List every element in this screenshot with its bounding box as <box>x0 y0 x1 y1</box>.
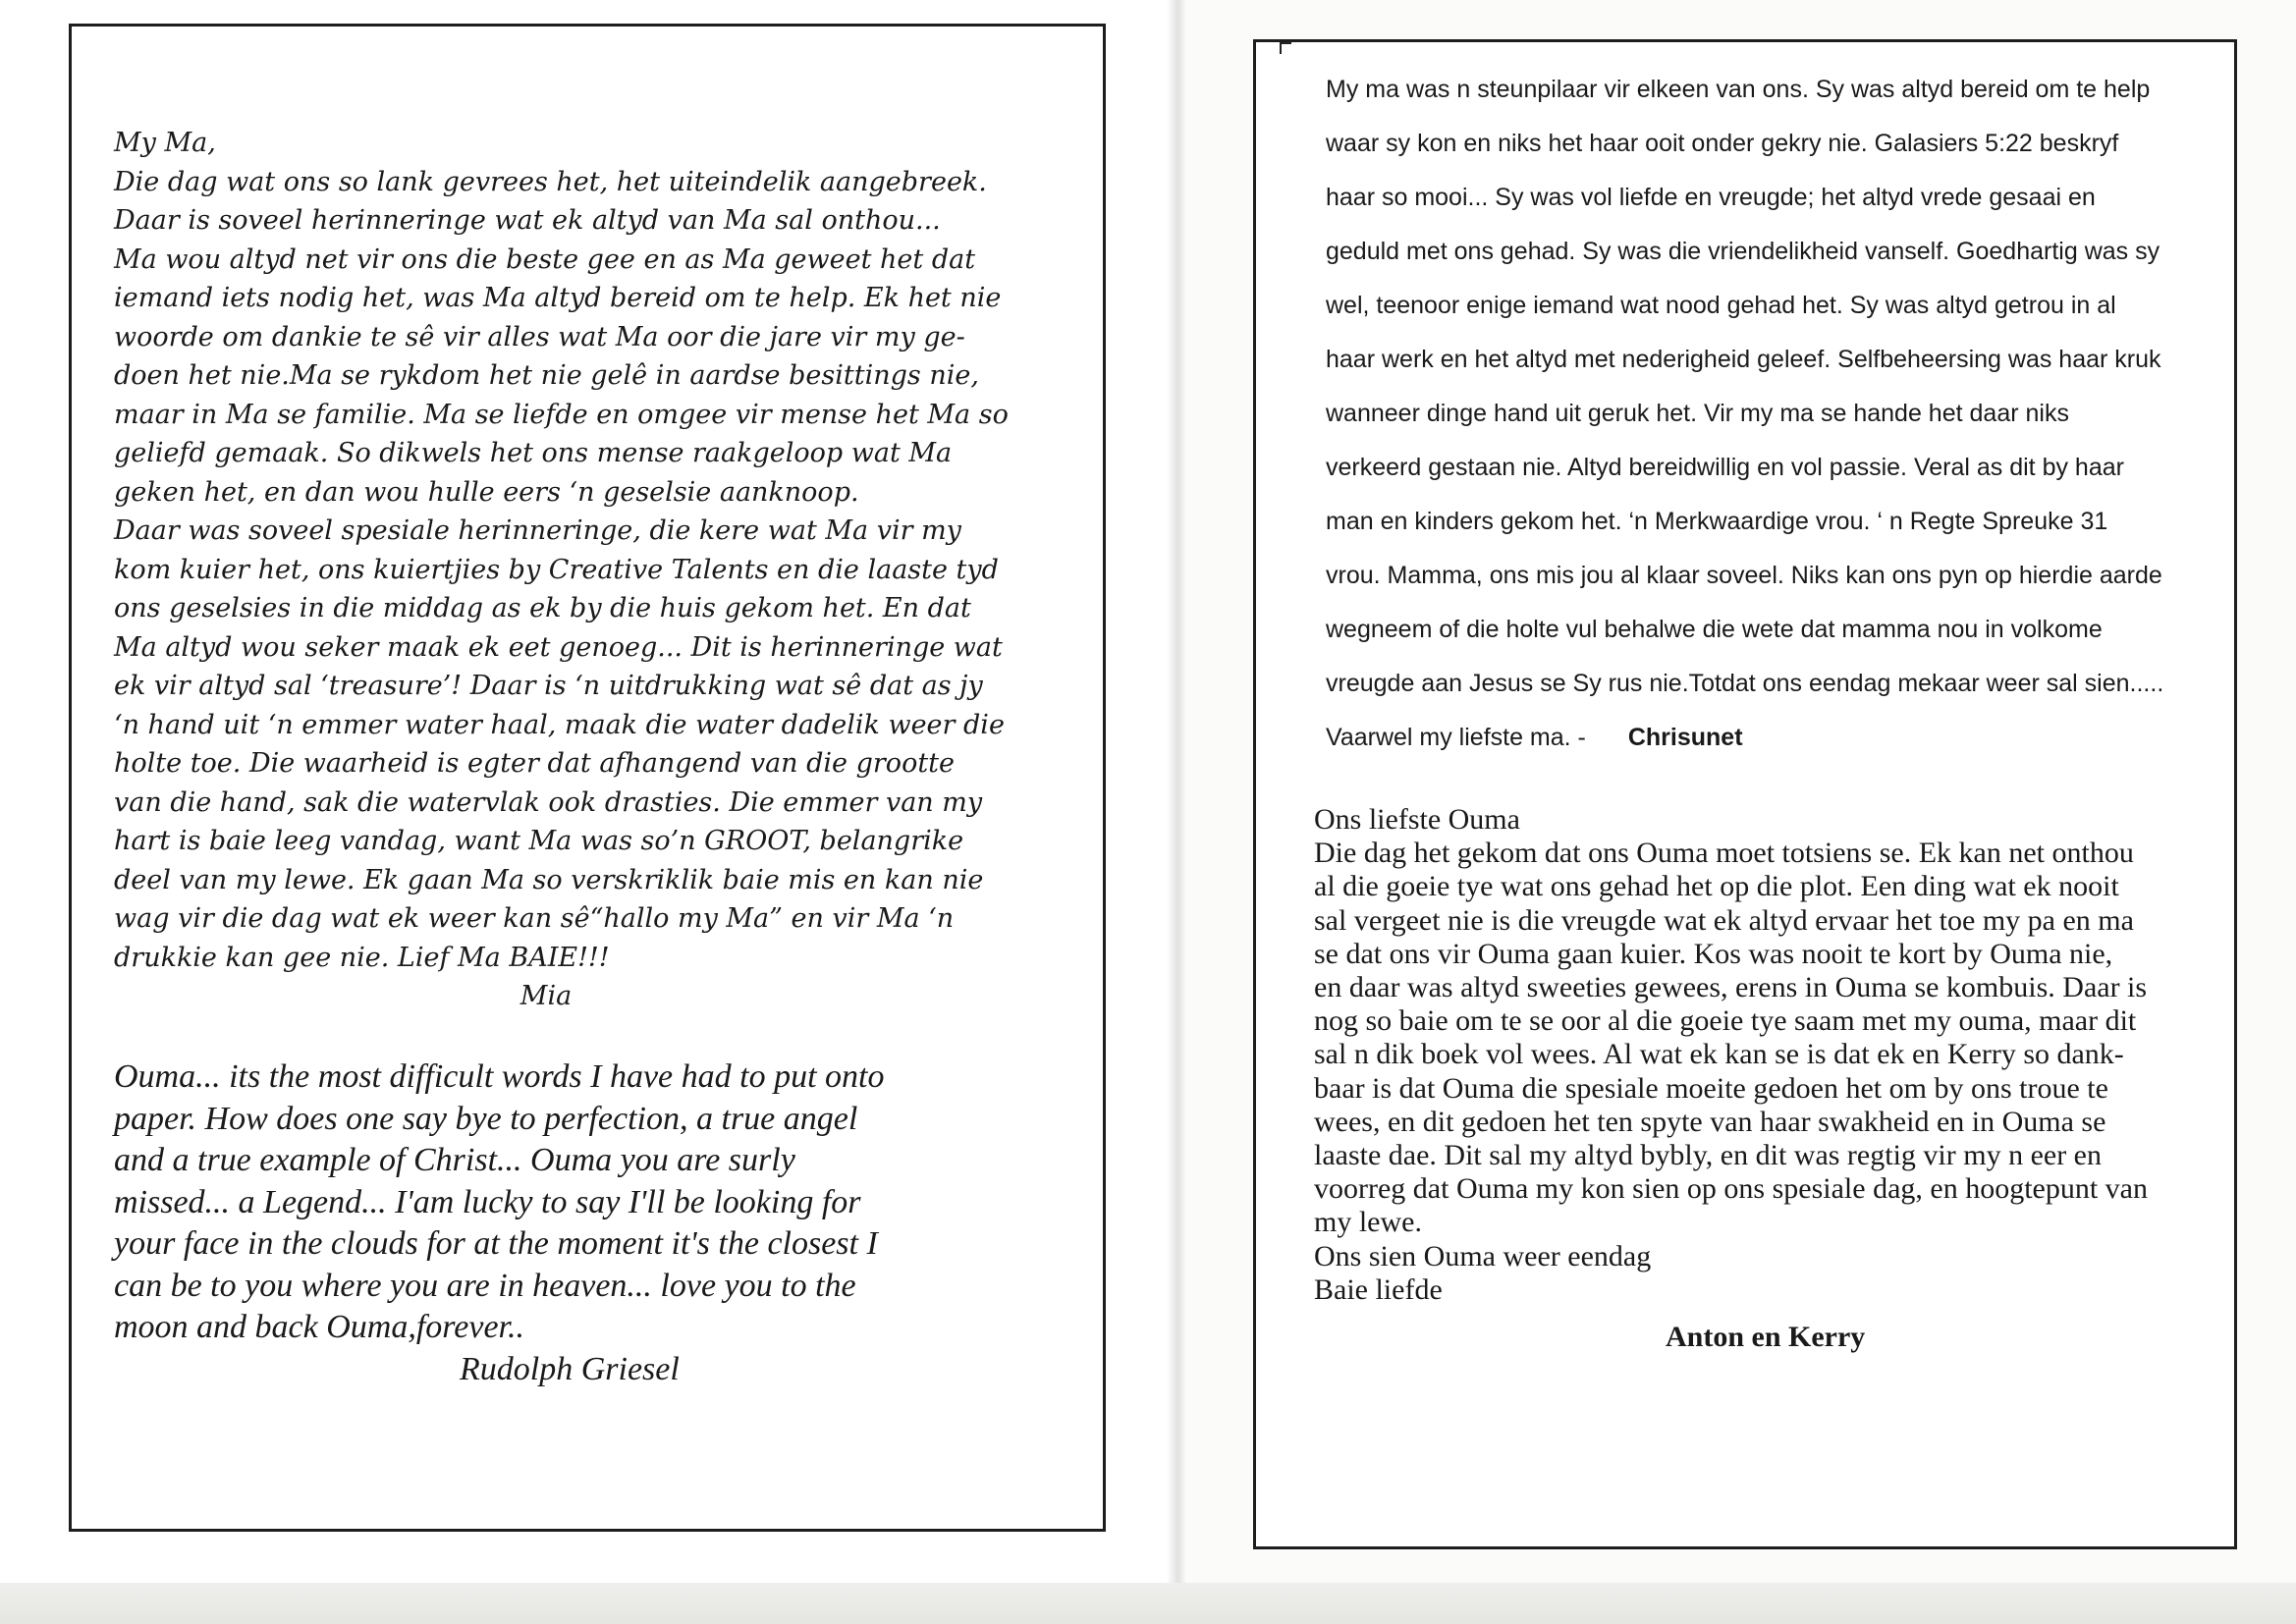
letter-line: laaste dae. Dit sal my altyd bybly, en dit was regtig vir my n eer en <box>1314 1139 2103 1172</box>
letter-line: man en kinders gekom het. ‘n Merkwaardige vrou. ‘ n Regte Spreuke 31 <box>1326 508 2108 535</box>
letter-line: Ons liefste Ouma <box>1314 803 1520 836</box>
signature-anton-kerry: Anton en Kerry <box>1666 1321 1866 1354</box>
letter-line: voorreg dat Ouma my kon sien op ons spesiale dag, en hoogtepunt van <box>1314 1172 2148 1206</box>
corner-mark <box>1280 42 1291 54</box>
page-fold-shadow <box>1176 0 1186 1591</box>
letter-line: can be to you where you are in heaven... love you to the <box>114 1267 856 1304</box>
letter-line: My Ma, <box>114 128 216 158</box>
letter-line: van die hand, sak die watervlak ook drasties. Die emmer van my <box>114 786 983 818</box>
letter-line: se dat ons vir Ouma gaan kuier. Kos was nooit te kort by Ouma nie, <box>1314 937 2113 970</box>
signature-mia: Mia <box>519 981 573 1011</box>
closing-line <box>1326 711 2288 765</box>
letter-mia <box>114 124 1096 1016</box>
letter-line: hart is baie leeg vandag, want Ma was so’n GROOT, belangrike <box>114 826 964 856</box>
letter-line: verkeerd gestaan nie. Altyd bereidwillig en vol passie. Veral as dit by haar <box>1326 454 2124 481</box>
letter-line: wag vir die dag wat ek weer kan sê“hallo my Ma” en vir Ma ‘n <box>114 903 955 934</box>
letter-line: waar sy kon en niks het haar ooit onder gekry nie. Galasiers 5:22 beskryf <box>1326 130 2119 157</box>
letter-line: and a true example of Christ... Ouma you are surly <box>114 1142 795 1178</box>
letter-line: Ons sien Ouma weer eendag <box>1314 1239 1652 1272</box>
letter-line: ons geselsies in die middag as ek by die huis gekom het. En dat <box>114 593 971 623</box>
letter-anton-kerry <box>1314 803 2257 1354</box>
letter-line: holte toe. Die waarheid is egter dat afhangend van die grootte <box>114 748 955 779</box>
letter-line: geliefd gemaak. So dikwels het ons mense raakgeloop wat Ma <box>114 438 953 468</box>
letter-line: vrou. Mamma, ons mis jou al klaar soveel. Niks kan ons pyn op hierdie aarde <box>1326 562 2162 589</box>
letter-line: wees, en dit gedoen het ten spyte van haar swakheid en in Ouma se <box>1314 1105 2106 1138</box>
letter-line: maar in Ma se familie. Ma se liefde en omgee vir mense het Ma so <box>114 399 1009 430</box>
letter-line: kom kuier het, ons kuiertjies by Creative Talents en die laaste tyd <box>114 554 999 585</box>
letter-line: Baie liefde <box>1314 1272 1443 1306</box>
letter-line: doen het nie.Ma se rykdom het nie gelê in aardse besittings nie, <box>114 360 979 391</box>
letter-rudolph <box>114 1056 1096 1390</box>
letter-line: wanneer dinge hand uit geruk het. Vir my ma se hande het daar niks <box>1326 400 2069 427</box>
letter-line: My ma was n steunpilaar vir elkeen van ons. Sy was altyd bereid om te help <box>1326 76 2151 103</box>
letter-line: iemand iets nodig het, was Ma altyd bereid om te help. Ek het nie <box>114 283 1002 313</box>
letter-line: missed... a Legend... I'am lucky to say I'll be looking for <box>114 1183 861 1220</box>
letter-line: baar is dat Ouma die spesiale moeite gedoen het om by ons troue te <box>1314 1071 2108 1105</box>
letter-line: geduld met ons gehad. Sy was die vriendelikheid vanself. Goedhartig was sy <box>1326 238 2160 265</box>
letter-line: haar werk en het altyd met nederigheid geleef. Selfbeheersing was haar kruk <box>1326 346 2161 373</box>
letter-line: wegneem of die holte vul behalwe die wete dat mamma nou in volkome <box>1326 616 2103 643</box>
letter-chrisunet <box>1326 63 2288 765</box>
letter-line: sal vergeet nie is die vreugde wat ek altyd ervaar het toe my pa en ma <box>1314 903 2134 937</box>
closing-text: Vaarwel my liefste ma. - <box>1326 724 1586 751</box>
letter-line: wel, teenoor enige iemand wat nood gehad het. Sy was altyd getrou in al <box>1326 292 2116 319</box>
letter-line: paper. How does one say bye to perfection, a true angel <box>114 1100 858 1137</box>
letter-line: your face in the clouds for at the moment it's the closest I <box>114 1225 878 1262</box>
letter-line: Die dag wat ons so lank gevrees het, het uiteindelik aangebreek. <box>114 166 987 197</box>
letter-line: sal n dik boek vol wees. Al wat ek kan se is dat ek en Kerry so dank- <box>1314 1038 2124 1071</box>
letter-line: geken het, en dan wou hulle eers ‘n geselsie aanknoop. <box>114 476 859 508</box>
letter-line: Ouma... its the most difficult words I have had to put onto <box>114 1058 885 1095</box>
scan-bottom-edge <box>0 1583 2296 1624</box>
letter-line: Daar is soveel herinneringe wat ek altyd van Ma sal onthou... <box>114 205 941 236</box>
letter-line: woorde om dankie te sê vir alles wat Ma oor die jare vir my ge- <box>114 321 965 352</box>
letter-line: moon and back Ouma,forever.. <box>114 1309 524 1345</box>
letter-line: drukkie kan gee nie. Lief Ma BAIE!!! <box>114 942 610 973</box>
signature-rudolph: Rudolph Griesel <box>460 1350 680 1387</box>
letter-line: en daar was altyd sweeties gewees, erens in Ouma se kombuis. Daar is <box>1314 971 2148 1004</box>
page-fold-shadow <box>1167 0 1176 1591</box>
letter-line: ‘n hand uit ‘n emmer water haal, maak die water dadelik weer die <box>114 709 1005 740</box>
letter-line: my lewe. <box>1314 1206 1422 1239</box>
signature-chrisunet: Chrisunet <box>1627 724 1743 751</box>
letter-line: Ma wou altyd net vir ons die beste gee en as Ma geweet het dat <box>114 244 976 275</box>
letter-line: nog so baie om te se oor al die goeie tye saam met my ouma, maar dit <box>1314 1004 2137 1038</box>
letter-line: Die dag het gekom dat ons Ouma moet totsiens se. Ek kan net onthou <box>1314 837 2134 870</box>
letter-line: Ma altyd wou seker maak ek eet genoeg... Dit is herinneringe wat <box>114 631 1003 663</box>
letter-line: vreugde aan Jesus se Sy rus nie.Totdat ons eendag mekaar weer sal sien..... <box>1326 670 2164 697</box>
letter-line: al die goeie tye wat ons gehad het op die plot. Een ding wat ek nooit <box>1314 870 2119 903</box>
letter-line: deel van my lewe. Ek gaan Ma so verskriklik baie mis en kan nie <box>114 864 984 895</box>
letter-line: Daar was soveel spesiale herinneringe, die kere wat Ma vir my <box>114 515 961 546</box>
letter-line: haar so mooi... Sy was vol liefde en vreugde; het altyd vrede gesaai en <box>1326 184 2096 211</box>
letter-line: ek vir altyd sal ‘treasure’! Daar is ‘n uitdrukking wat sê dat as jy <box>114 671 983 701</box>
